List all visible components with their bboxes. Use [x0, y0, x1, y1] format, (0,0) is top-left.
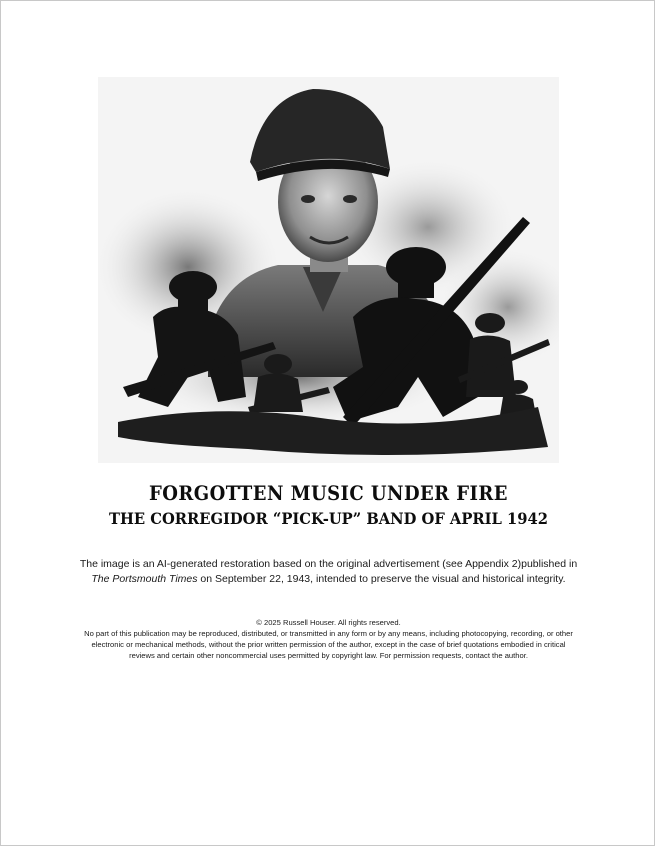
caption-newspaper-name: The Portsmouth Times	[91, 573, 198, 585]
image-caption	[71, 557, 586, 587]
book-title: FORGOTTEN MUSIC UNDER FIRE	[149, 481, 508, 505]
copyright-line: © 2025 Russell Houser. All rights reserved.	[256, 618, 401, 627]
cover-illustration	[98, 77, 559, 463]
book-subtitle: THE CORREGIDOR “PICK-UP” BAND OF APRIL 1942	[109, 509, 548, 528]
caption-text-after: on September 22, 1943, intended to preserve the visual and historical integrity.	[197, 573, 566, 585]
caption-text-before: The image is an AI-generated restoration based on the original advertisement (see Appendix 2)published in	[79, 558, 578, 570]
copyright-notice: No part of this publication may be reproduced, distributed, or transmitted in any form or by any means, including photocopying, recording, or other electronic or mechanical methods, without the prior written permission of the author, except in the case of brief quotations embodied in critical reviews and certain other noncommercial uses permitted by copyright law. For permission requests, contact the author.	[84, 629, 573, 660]
